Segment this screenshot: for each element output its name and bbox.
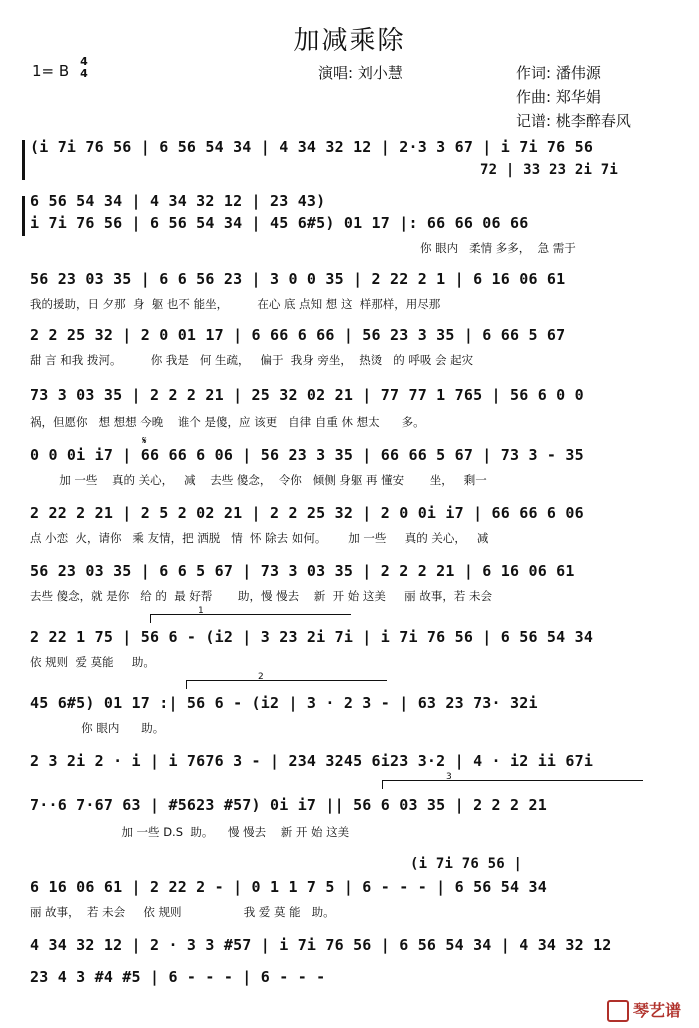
volta-bracket	[150, 614, 351, 623]
score-line: 2 22 2 21 | 2 5 2 02 21 | 2 2 25 32 | 2 0 0i i7 | 66 66 6 06	[30, 504, 584, 522]
volta-number: 2	[258, 672, 264, 682]
lyric-line: 加 一些 真的 关心， 减 去些 傻念， 令你 倾侧 身躯 再 懂安 坐， 剩一	[30, 473, 487, 487]
transcriber-credit: 记谱: 桃李醉春风	[516, 112, 631, 130]
score-line: (i 7i 76 56 |	[410, 856, 523, 872]
segno-mark: 𝄋	[142, 434, 147, 447]
score-line: 0 0 0i i7 | 66 66 6 06 | 56 23 3 35 | 66 66 5 67 | 73 3 - 35	[30, 446, 584, 464]
lyric-line: 祸，但愿你 想 想想 今晚 谁个 是傻，应 该更 自律 自重 休 想太 多。	[30, 415, 425, 429]
lyric-line: 你 眼内 助。	[30, 721, 165, 735]
score-line: 6 56 54 34 | 4 34 32 12 | 23 43)	[30, 192, 326, 210]
song-title: 加减乘除	[293, 26, 406, 56]
volta-bracket	[382, 780, 643, 789]
score-line: 56 23 03 35 | 6 6 5 67 | 73 3 03 35 | 2 2 2 21 | 6 16 06 61	[30, 562, 575, 580]
watermark-logo	[607, 998, 681, 1023]
volta-bracket	[186, 680, 387, 689]
score-line: 56 23 03 35 | 6 6 56 23 | 3 0 0 35 | 2 22 2 1 | 6 16 06 61	[30, 270, 566, 288]
logo-icon	[607, 1000, 629, 1022]
time-signature-top: 4	[80, 55, 88, 68]
singer-credit: 演唱: 刘小慧	[318, 64, 403, 82]
watermark-text: 琴艺谱	[632, 1000, 681, 1020]
volta-number: 1	[198, 606, 204, 616]
score-line: i 7i 76 56 | 6 56 54 34 | 45 6#5) 01 17 |: 66 66 06 66	[30, 214, 529, 232]
score-line: 7··6 7·67 63 | #5623 #57) 0i i7 || 56 6 03 35 | 2 2 2 21	[30, 796, 547, 814]
system-brace	[22, 140, 25, 180]
system-brace	[22, 196, 25, 236]
time-signature-bottom: 4	[80, 67, 88, 80]
lyric-line: 依 规则 爱 莫能 助。	[30, 655, 155, 669]
score-line: 45 6#5) 01 17 :| 56 6 - (i2 | 3 · 2 3 - | 63 23 73· 32i	[30, 694, 538, 712]
lyric-line: 丽 故事， 若 未会 依 规则 我 爱 莫 能 助。	[30, 905, 335, 919]
score-line: 4 34 32 12 | 2 · 3 3 #57 | i 7i 76 56 | 6 56 54 34 | 4 34 32 12	[30, 936, 612, 954]
score-line: 72 | 33 23 2i 7i	[480, 162, 619, 178]
lyric-line: 去些 傻念，就 是你 给 的 最 好帮 助，慢 慢去 新 开 始 这美 丽 故事，若 未会	[30, 589, 492, 603]
key-signature: 1= B	[32, 62, 70, 80]
lyricist-credit: 作词: 潘伟源	[516, 64, 601, 82]
composer-credit: 作曲: 郑华娟	[516, 88, 601, 106]
score-line: 6 16 06 61 | 2 22 2 - | 0 1 1 7 5 | 6 - - - | 6 56 54 34	[30, 878, 547, 896]
score-line: (i 7i 76 56 | 6 56 54 34 | 4 34 32 12 | 2·3 3 67 | i 7i 76 56	[30, 138, 594, 156]
score-line: 23 4 3 #4 #5 | 6 - - - | 6 - - -	[30, 968, 326, 986]
lyric-line: 你 眼内 柔情 多多， 急 需于	[420, 241, 576, 255]
lyric-line: 甜 言 和我 拨河。 你 我是 何 生疏， 偏于 我身 旁坐， 热烫 的 呼吸 会 起灾	[30, 353, 474, 367]
lyric-line: 加 一些 D.S 助。 慢 慢去 新 开 始 这美	[30, 825, 350, 839]
time-signature	[78, 56, 90, 80]
score-line: 2 3 2i 2 · i | i 7676 3 - | 234 3245 6i23 3·2 | 4 · i2 ii 67i	[30, 752, 594, 770]
score-line: 73 3 03 35 | 2 2 2 21 | 25 32 02 21 | 77 77 1 765 | 56 6 0 0	[30, 386, 584, 404]
score-line: 2 22 1 75 | 56 6 - (i2 | 3 23 2i 7i | i 7i 76 56 | 6 56 54 34	[30, 628, 594, 646]
volta-number: 3	[446, 772, 452, 782]
lyric-line: 点 小恋 火，请你 乘 友情，把 洒脱 情 怀 除去 如何。 加 一些 真的 关心， 减	[30, 531, 489, 545]
score-line: 2 2 25 32 | 2 0 01 17 | 6 66 6 66 | 56 23 3 35 | 6 66 5 67	[30, 326, 566, 344]
lyric-line: 我的援助，日 夕那 身 躯 也不 能坐， 在心 底 点知 想 这 样那样，用尽那	[30, 297, 441, 311]
